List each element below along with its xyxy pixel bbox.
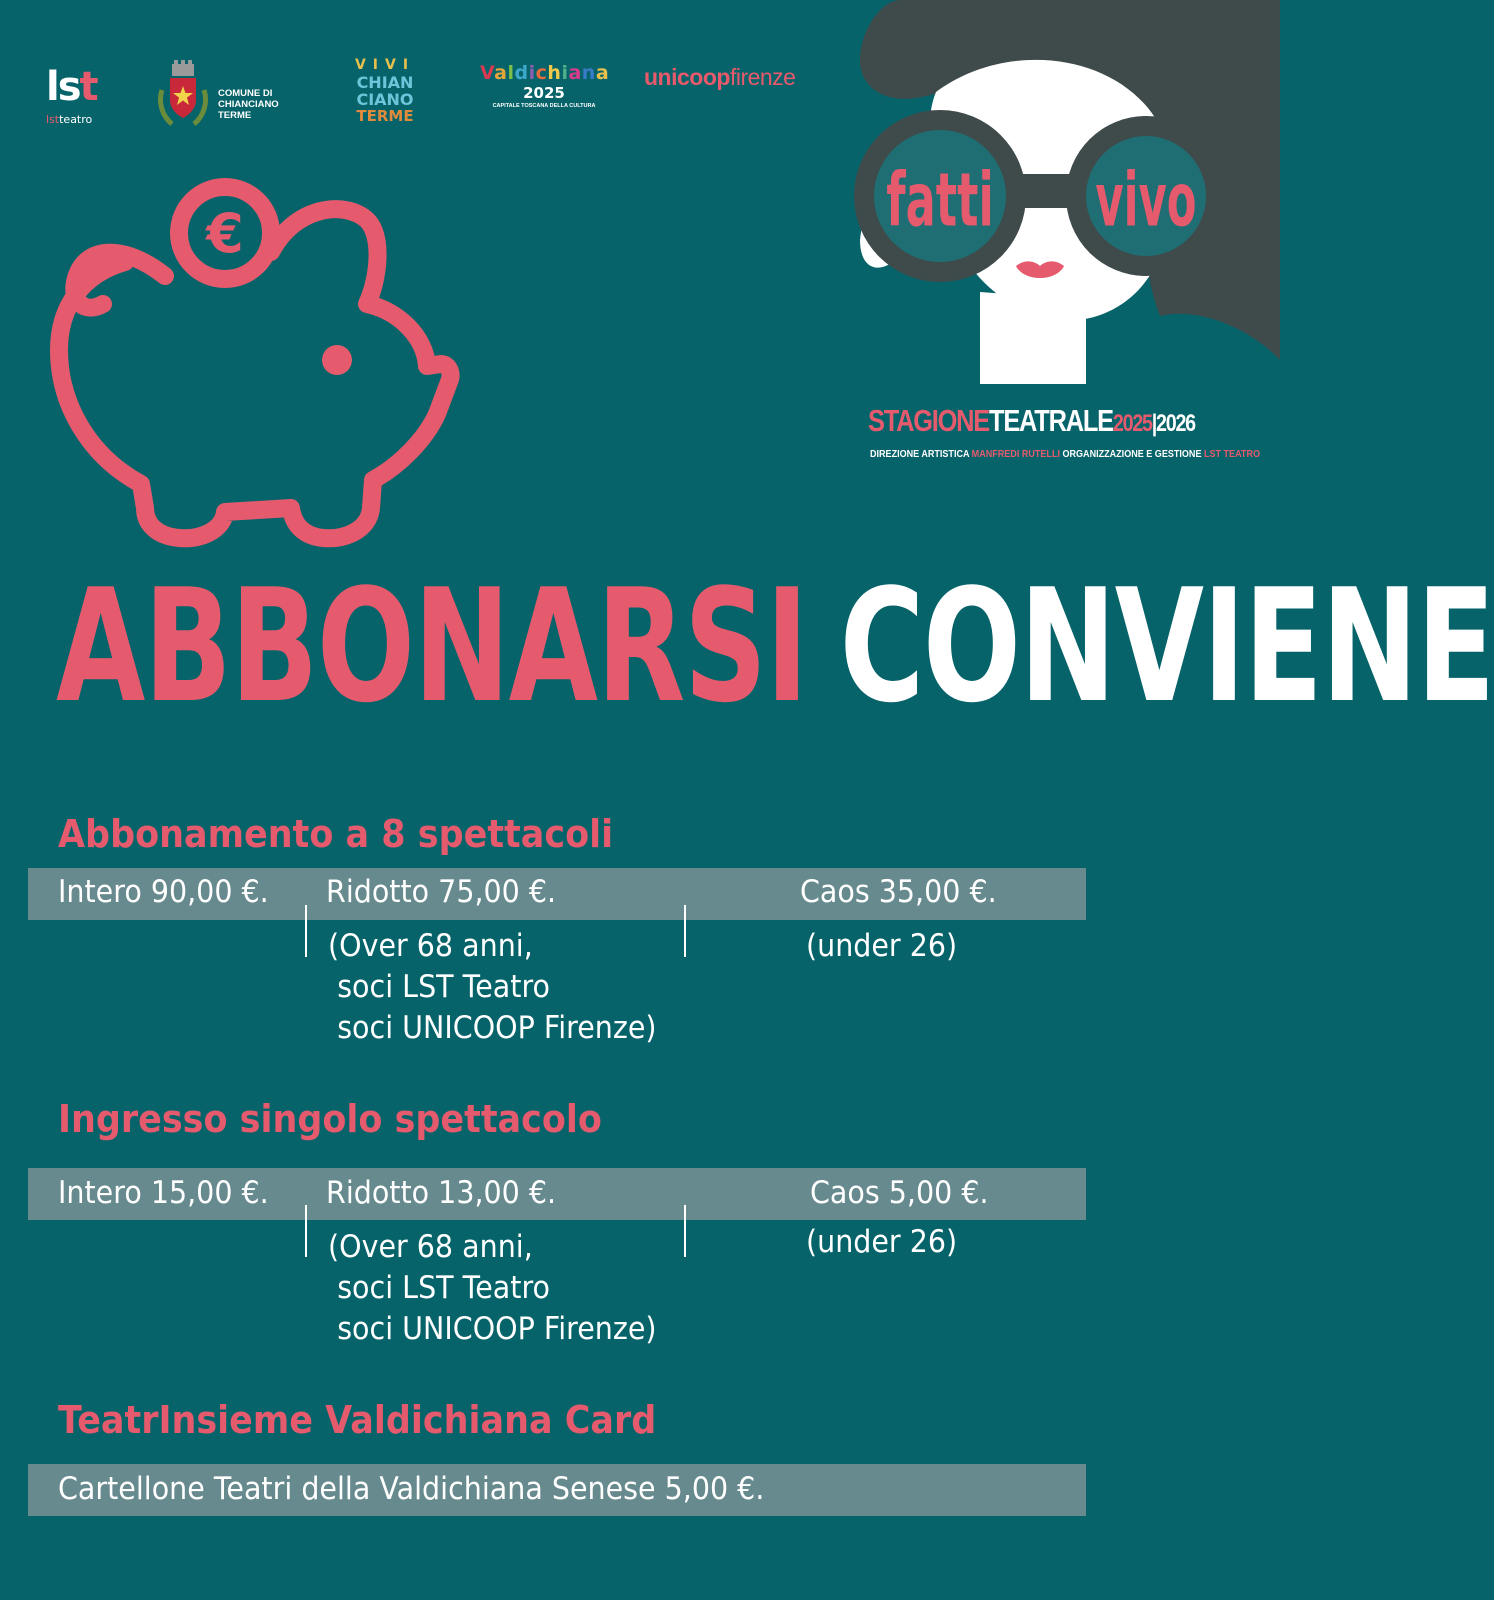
lst-logo-mark-text: ls xyxy=(46,64,80,110)
headline xyxy=(56,555,1494,737)
subscription-caos-note: (under 26) xyxy=(806,928,958,964)
season-title xyxy=(868,403,1195,438)
lst-logo-sub xyxy=(46,113,92,126)
card-line: Cartellone Teatri della Valdichiana Senese 5,00 €. xyxy=(58,1471,765,1507)
season-credits xyxy=(870,448,1260,462)
divider xyxy=(305,1205,307,1257)
season-year2: 2026 xyxy=(1156,410,1195,437)
headline-word1: ABBONARSI xyxy=(56,555,808,737)
valdichiana-year: 2025 xyxy=(523,84,565,102)
vivi-line4: TERME xyxy=(356,107,414,125)
lst-logo-sub-text: teatro xyxy=(59,113,93,126)
comune-line2: CHIANCIANO TERME xyxy=(218,99,279,121)
season-word2: TEATRALE xyxy=(989,403,1113,438)
vivi-line2: CHIAN xyxy=(356,73,414,92)
piggy-bank-icon xyxy=(45,178,465,568)
subscription-title: Abbonamento a 8 spettacoli xyxy=(58,812,614,856)
season-year1: 2025 xyxy=(1112,410,1152,437)
single-intero: Intero 15,00 €. xyxy=(58,1175,269,1211)
single-caos: Caos 5,00 €. xyxy=(810,1175,989,1211)
valdichiana-tagline: CAPITALE TOSCANA DELLA CULTURA xyxy=(492,103,596,109)
credits-prefix: DIREZIONE ARTISTICA xyxy=(870,448,970,460)
single-caos-note: (under 26) xyxy=(806,1224,958,1260)
fatti-lens-text: fatti xyxy=(886,157,994,244)
note-line: soci UNICOOP Firenze) xyxy=(337,1010,657,1046)
vivo-lens-text: vivo xyxy=(1095,157,1197,244)
headline-word2: CONVIENE xyxy=(839,555,1494,737)
subscription-ridotto-note xyxy=(328,926,656,1049)
subscription-ridotto: Ridotto 75,00 €. xyxy=(326,874,557,910)
divider xyxy=(684,905,686,957)
note-line: soci LST Teatro xyxy=(337,969,550,1005)
credits-director: MANFREDI RUTELLI xyxy=(971,448,1060,460)
single-ridotto: Ridotto 13,00 €. xyxy=(326,1175,557,1211)
credits-mid: ORGANIZZAZIONE E GESTIONE xyxy=(1062,448,1202,460)
credits-org: LST TEATRO xyxy=(1203,448,1260,460)
unicoop-firenze-logo xyxy=(644,64,834,94)
note-line: (Over 68 anni, xyxy=(328,1229,533,1265)
lst-logo-sub-pink: lst xyxy=(46,113,60,126)
subscription-caos: Caos 35,00 €. xyxy=(800,874,997,910)
note-line: soci LST Teatro xyxy=(337,1270,550,1306)
vivi-line3: CIANO xyxy=(356,90,414,109)
single-title: Ingresso singolo spettacolo xyxy=(58,1097,602,1141)
comune-line1: COMUNE DI xyxy=(218,88,273,99)
valdichiana-name: Valdichiana xyxy=(480,62,610,84)
binoculars-woman-illustration xyxy=(860,0,1280,400)
season-separator: | xyxy=(1151,410,1157,437)
comune-chianciano-logo xyxy=(156,60,306,132)
divider xyxy=(305,905,307,957)
euro-symbol: € xyxy=(206,202,244,265)
season-word1: STAGIONE xyxy=(868,403,990,438)
vivi-chianciano-logo xyxy=(350,57,420,129)
unicoop-part1: unicoop xyxy=(644,64,730,90)
crest-icon xyxy=(156,60,210,132)
unicoop-part2: firenze xyxy=(729,64,796,90)
vivi-line1: VIVI xyxy=(354,57,416,73)
note-line: (Over 68 anni, xyxy=(328,928,533,964)
lst-teatro-logo xyxy=(46,64,102,128)
divider xyxy=(684,1205,686,1257)
valdichiana-2025-logo xyxy=(480,62,608,118)
card-title: TeatrInsieme Valdichiana Card xyxy=(58,1398,657,1442)
lst-logo-mark: lst xyxy=(46,64,97,110)
note-line: soci UNICOOP Firenze) xyxy=(337,1311,657,1347)
subscription-intero: Intero 90,00 €. xyxy=(58,874,269,910)
single-ridotto-note xyxy=(328,1227,656,1350)
